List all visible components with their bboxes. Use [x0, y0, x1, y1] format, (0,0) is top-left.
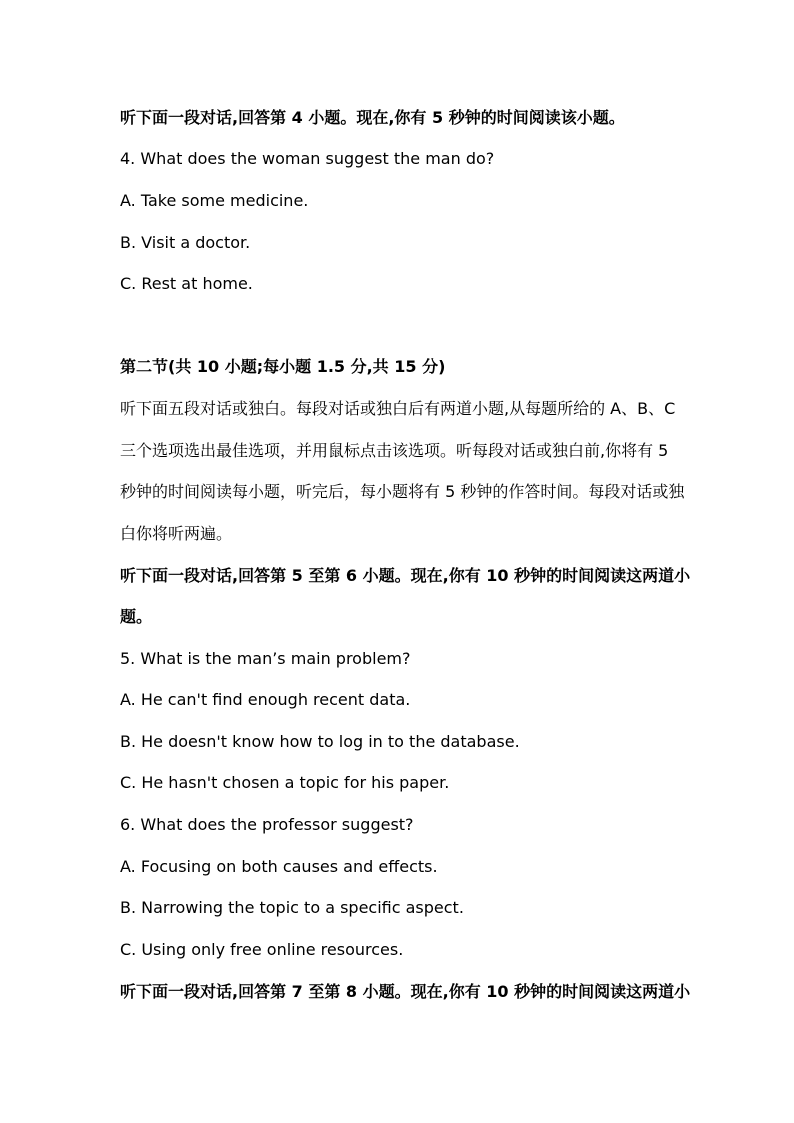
q4-option-b[interactable]: B. Visit a doctor.: [120, 233, 251, 252]
question-6: 6. What does the professor suggest?: [120, 815, 414, 834]
q6-option-a[interactable]: A. Focusing on both causes and effects.: [120, 857, 438, 876]
q6-option-b[interactable]: B. Narrowing the topic to a specific aspect.: [120, 898, 464, 917]
q4-option-c[interactable]: C. Rest at home.: [120, 274, 253, 293]
section2-instruction-line-2: 三个选项选出最佳选项，并用鼠标点击该选项。听每段对话或独白前,你将有 5: [120, 441, 669, 460]
q5-option-a[interactable]: A. He can't find enough recent data.: [120, 690, 411, 709]
instruction-q5-6-line-1: 听下面一段对话,回答第 5 至第 6 小题。现在,你有 10 秒钟的时间阅读这两道小: [120, 566, 691, 585]
q4-option-a[interactable]: A. Take some medicine.: [120, 191, 309, 210]
q5-option-c[interactable]: C. He hasn't chosen a topic for his paper.: [120, 773, 450, 792]
section2-heading: 第二节(共 10 小题;每小题 1.5 分,共 15 分): [120, 357, 446, 376]
instruction-q7-8: 听下面一段对话,回答第 7 至第 8 小题。现在,你有 10 秒钟的时间阅读这两道小: [120, 982, 691, 1001]
section2-instruction-line-4: 白你将听两遍。: [120, 524, 233, 543]
q6-option-c[interactable]: C. Using only free online resources.: [120, 940, 404, 959]
q5-option-b[interactable]: B. He doesn't know how to log in to the database.: [120, 732, 520, 751]
question-4: 4. What does the woman suggest the man do?: [120, 149, 495, 168]
instruction-q4: 听下面一段对话,回答第 4 小题。现在,你有 5 秒钟的时间阅读该小题。: [120, 108, 625, 127]
instruction-q5-6-line-2: 题。: [120, 607, 153, 626]
question-5: 5. What is the man’s main problem?: [120, 649, 411, 668]
section2-instruction-line-1: 听下面五段对话或独白。每段对话或独白后有两道小题,从每题所给的 A、B、C: [120, 399, 676, 418]
section2-instruction-line-3: 秒钟的时间阅读每小题，听完后，每小题将有 5 秒钟的作答时间。每段对话或独: [120, 482, 685, 501]
